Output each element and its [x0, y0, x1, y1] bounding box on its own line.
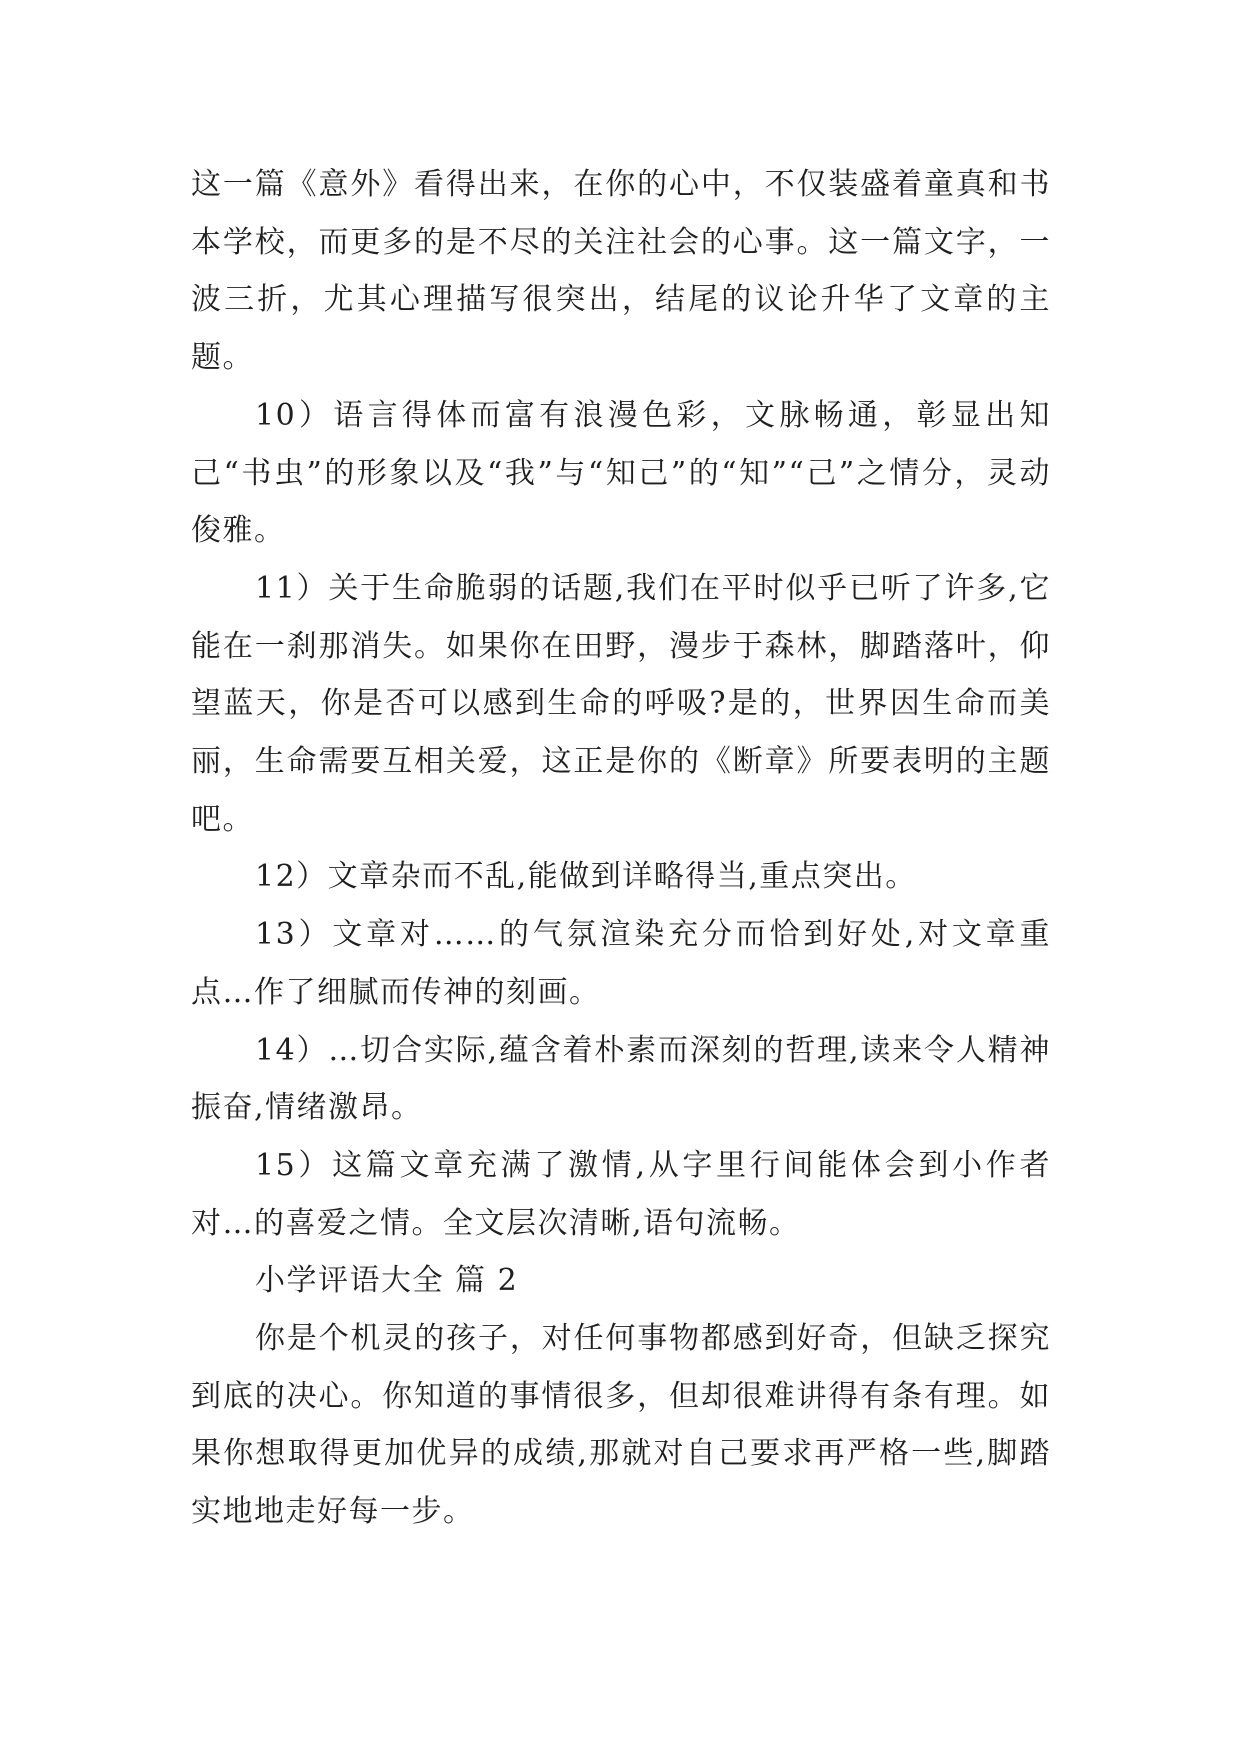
paragraph-continued: 这一篇《意外》看得出来，在你的心中，不仅装盛着童真和书本学校，而更多的是不尽的关注社会的心事。这一篇文字，一波三折，尤其心理描写很突出，结尾的议论升华了文章的主题。: [191, 167, 1051, 376]
paragraph-comment-15: 15）这篇文章充满了激情,从字里行间能体会到小作者对…的喜爱之情。全文层次清晰,语句流畅。: [191, 1147, 1051, 1241]
paragraph-comment-12: 12）文章杂而不乱,能做到详略得当,重点突出。: [255, 859, 917, 895]
paragraph-comment-10: 10）语言得体而富有浪漫色彩，文脉畅通，彰显出知己“书虫”的形象以及“我”与“知己”的“知”“己”之情分，灵动俊雅。: [191, 397, 1051, 549]
paragraph-section2-comment: 你是个机灵的孩子，对任何事物都感到好奇，但缺乏探究到底的决心。你知道的事情很多，但却很难讲得有条有理。如果你想取得更加优异的成绩,那就对自己要求再严格一些,脚踏实地地走好每一步。: [191, 1321, 1051, 1530]
paragraph-comment-14: 14）…切合实际,蕴含着朴素而深刻的哲理,读来令人精神振奋,情绪激昂。: [191, 1032, 1051, 1126]
document-body: [191, 156, 1051, 1541]
paragraph-comment-13: 13）文章对……的气氛渲染充分而恰到好处,对文章重点…作了细腻而传神的刻画。: [191, 917, 1051, 1010]
section-heading: 小学评语大全 篇 2: [255, 1263, 519, 1299]
paragraph-comment-11: 11）关于生命脆弱的话题,我们在平时似乎已听了许多,它能在一刹那消失。如果你在田野，漫步于森林，脚踏落叶，仰望蓝天，你是否可以感到生命的呼吸?是的，世界因生命而美丽，生命需要互相关爱，这正是你的《断章》所要表明的主题吧。: [191, 570, 1051, 837]
